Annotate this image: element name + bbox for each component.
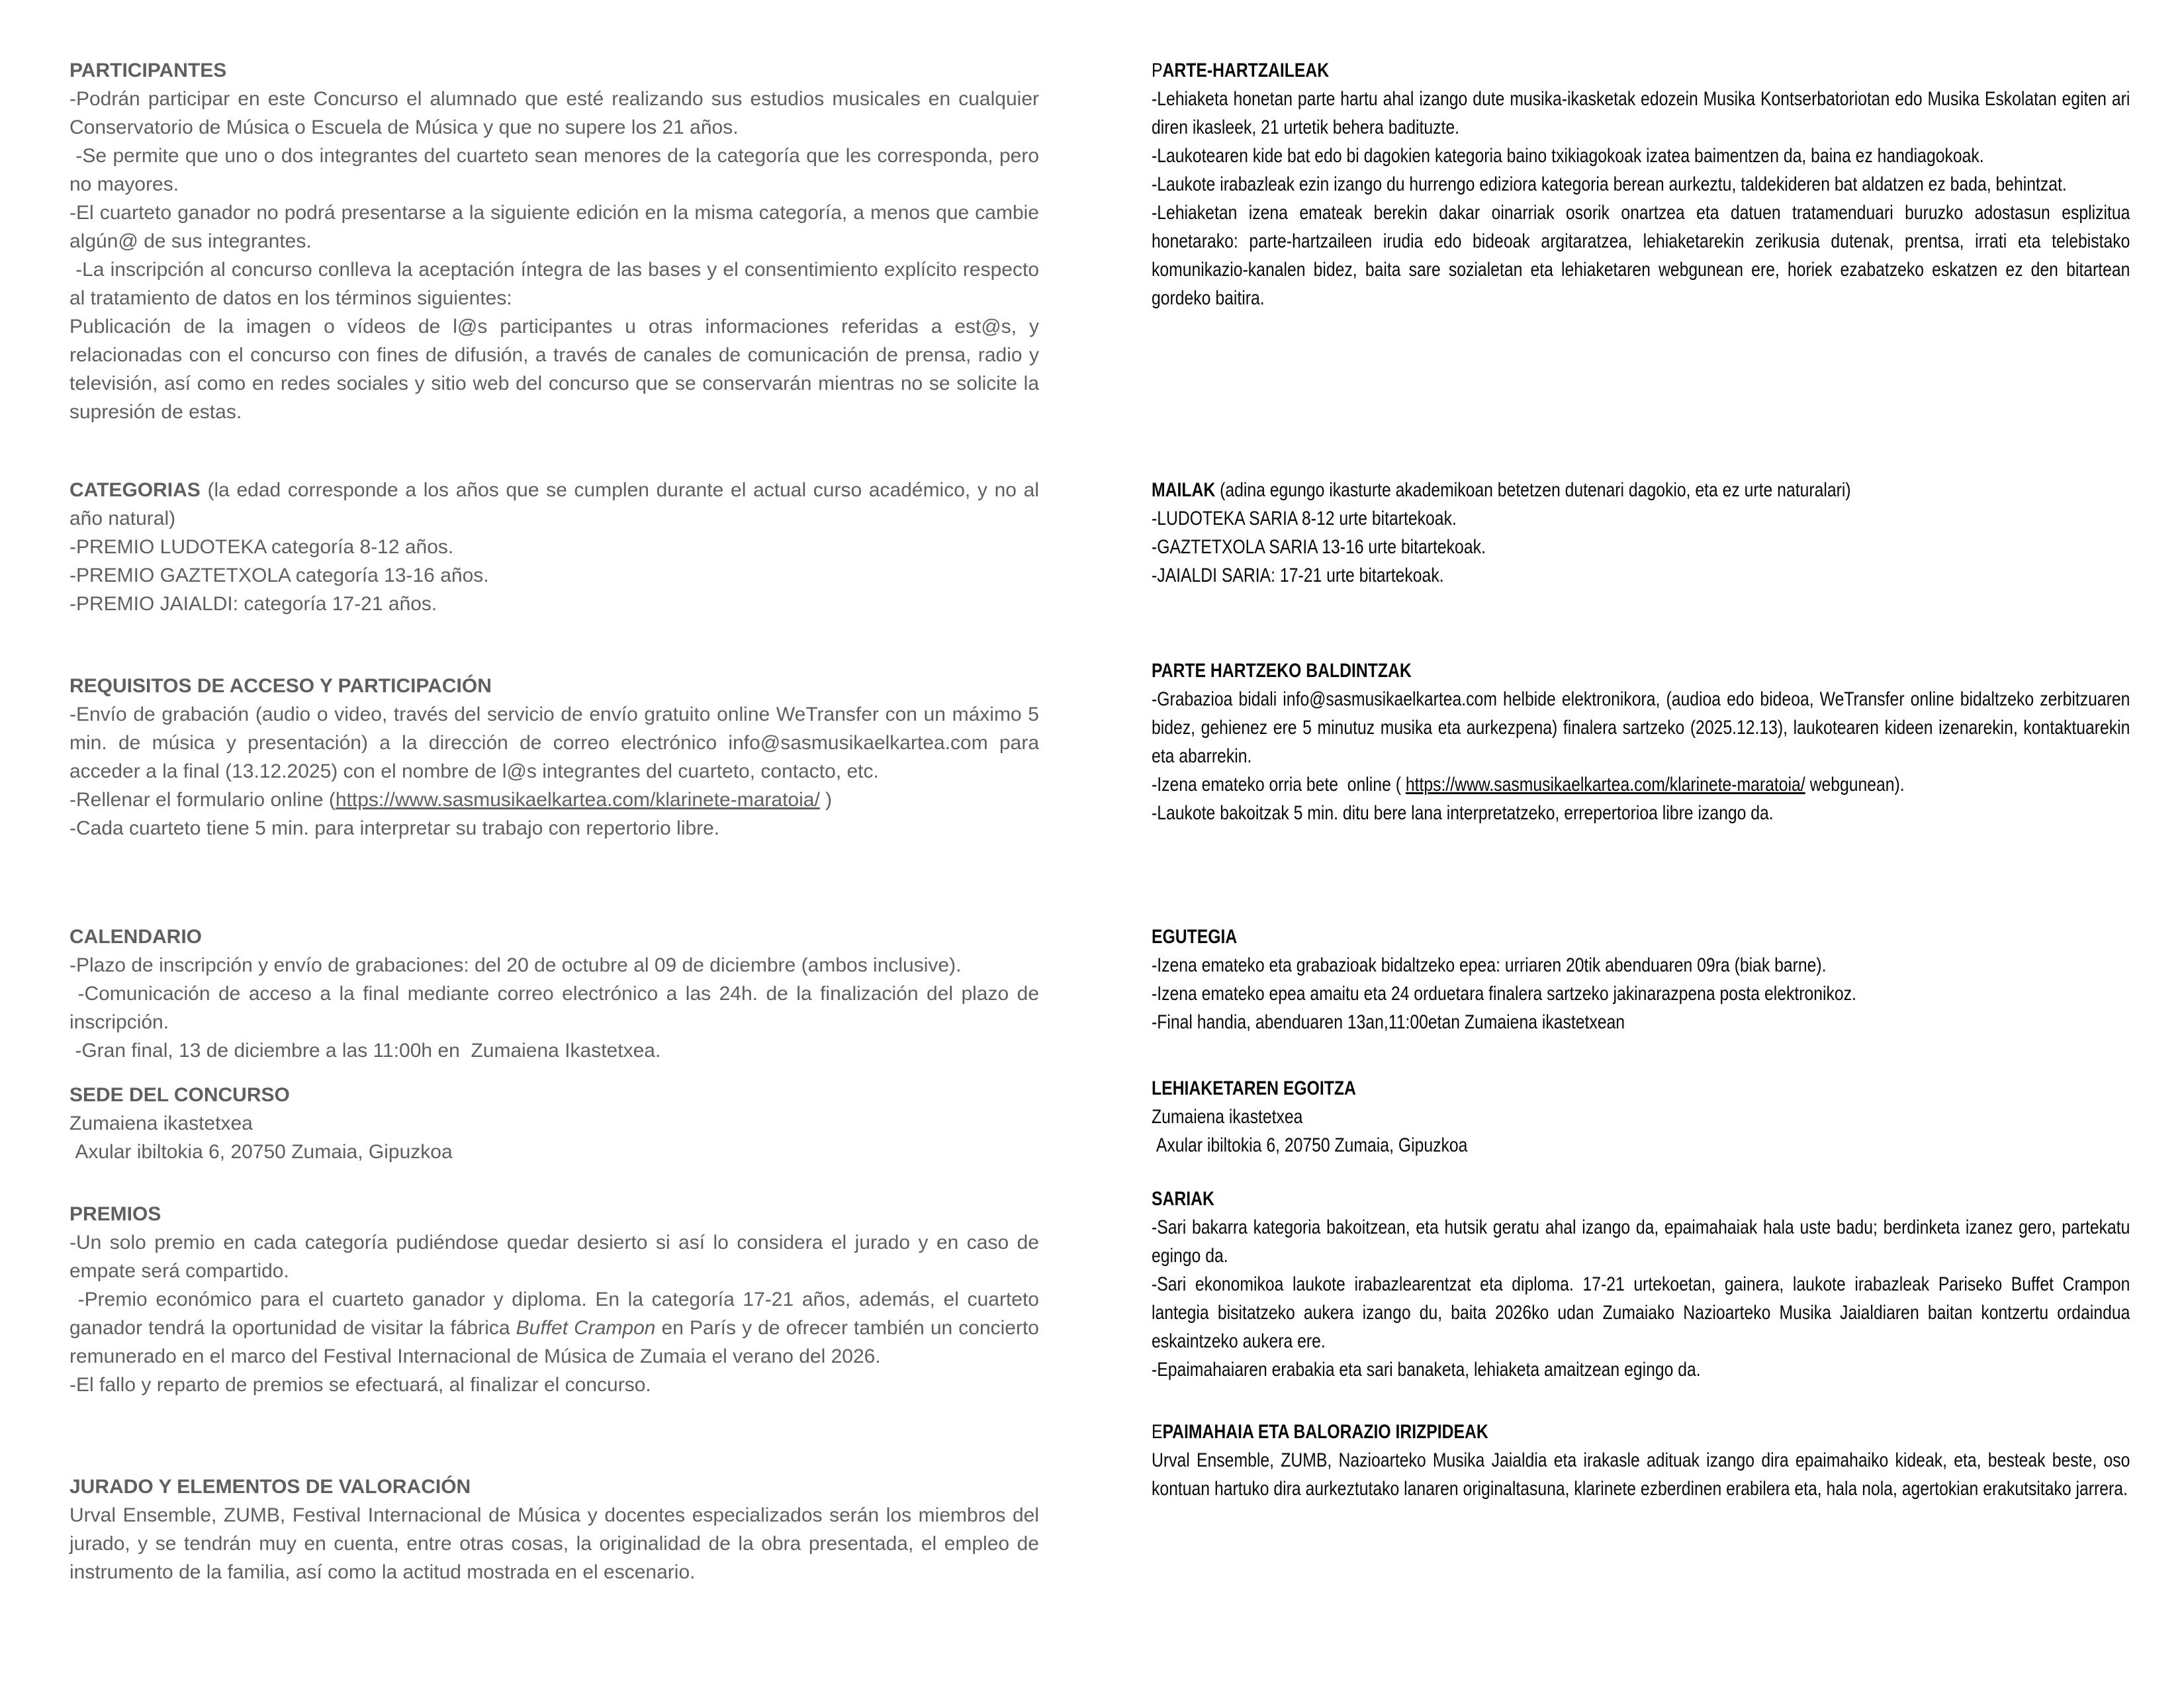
bold-text-run: LEHIAKETAREN EGOITZA [1152,1077,1356,1099]
paragraph [69,980,1039,1036]
paragraph [69,142,1039,199]
text-run: ) [819,789,833,811]
text-run: -Final handia, abenduaren 13an,11:00etan Zumaiena ikastetxean [1152,1011,1625,1033]
text-run: -Un solo premio en cada categoría pudiéndose quedar desierto si así lo considera el jurado y en caso de empate será compartido. [69,1232,1039,1282]
text-run: -Lehiaketa honetan parte hartu ahal izango dute musika-ikasketak edozein Musika Kontserbatoriotan edo Musika Eskolatan egiten ari diren ikasleek, 21 urtetik behera badituzte. [1152,88,2130,138]
text-run: -Lehiaketan izena emateak berekin dakar oinarriak osorik onartzea eta datuen tratamenduari buruzko adostasun esplizitua honetarako: parte-hartzaileen irudia edo bideoak argitaratzea, lehiaketarekin zerikusia dutenak, prentsa, irrati eta telebistako komunikazio-kanalen bidez, baita sare sozialetan eta lehiaketaren webgunean ere, horiek ezabatzeko eskatzen ez den bitartean gordeko baitira. [1152,202,2130,309]
paragraph [69,1371,1039,1399]
bold-text-run: PAIMAHAIA ETA BALORAZIO IRIZPIDEAK [1162,1421,1488,1443]
paragraph [1152,170,2130,199]
paragraph [1152,85,2130,142]
bold-text-run: CALENDARIO [69,926,202,948]
bold-text-run: PARTE HARTZEKO BALDINTZAK [1152,660,1412,682]
text-run: P [1152,60,1163,81]
section-jurado [69,1473,1039,1586]
section-sede [69,1081,1039,1166]
paragraph [1152,770,2130,799]
heading-egutegia [1152,923,2130,951]
section-egoitza [1152,1074,2130,1160]
bold-text-run: PARTICIPANTES [69,60,227,81]
text-run: -LUDOTEKA SARIA 8-12 urte bitartekoak. [1152,508,1457,529]
heading-parte-hartzaileak [1152,56,2130,85]
bold-text-run: PREMIOS [69,1203,161,1225]
text-run: -Envío de grabación (audio o video, través del servicio de envío gratuito online WeTransfer con un máximo 5 min. de música y presentación) a la dirección de correo electrónico info@sasmusikaelkartea.com para acceder a la final (13.12.2025) con el nombre de l@s integrantes del cuarteto, contacto, etc. [69,704,1039,782]
paragraph [69,786,1039,814]
paragraph [69,1138,1039,1166]
paragraph [69,85,1039,142]
link-klarinete-maratoia[interactable]: https://www.sasmusikaelkartea.com/klarinete-maratoia/ [335,789,820,811]
text-run: webgunean). [1805,774,1905,796]
paragraph [1152,799,2130,827]
text-run: -Sari bakarra kategoria bakoitzean, eta hutsik geratu ahal izango da, epaimahaiak hala uste badu; berdinketa izanez gero, partekatu egingo da. [1152,1216,2130,1267]
bold-text-run: JURADO Y ELEMENTOS DE VALORACIÓN [69,1476,471,1498]
section-baldintzak [1152,657,2130,827]
text-run: -Grabazioa bidali info@sasmusikaelkartea.com helbide elektronikora, (audioa edo bideoa, WeTransfer online bidaltzeko zerbitzuaren bidez, gehienez ere 5 minutuz musika eta aurkezpena) finalera sartzeko (2025.12.13), laukotearen kideen izenarekin, kontaktuarekin eta abarrekin. [1152,688,2130,767]
text-run: Publicación de la imagen o vídeos de l@s participantes u otras informaciones referidas a est@s, y relacionadas con el concurso con fines de difusión, a través de canales de comunicación de prensa, radio y televisión, así como en redes sociales y sitio web del concurso que se conservarán mientras no se solicite la supresión de estas. [69,316,1039,423]
heading-sariak [1152,1185,2130,1213]
paragraph [1152,199,2130,312]
section-egutegia [1152,923,2130,1036]
paragraph [1152,1008,2130,1036]
text-run: -Laukote irabazleak ezin izango du hurrengo ediziora kategoria berean aurkeztu, taldekideren bat aldatzen ez bada, behintzat. [1152,173,2067,195]
text-run: Axular ibiltokia 6, 20750 Zumaia, Gipuzkoa [69,1141,453,1163]
section-epaimahaia [1152,1418,2130,1503]
paragraph [1152,980,2130,1008]
paragraph [69,533,1039,561]
text-run: -JAIALDI SARIA: 17-21 urte bitartekoak. [1152,565,1444,586]
section-premios [69,1200,1039,1399]
paragraph [69,700,1039,786]
section-participantes [69,56,1039,426]
text-run: -Se permite que uno o dos integrantes del cuarteto sean menores de la categoría que les corresponda, pero no mayores. [69,145,1039,195]
text-run: -Comunicación de acceso a la final mediante correo electrónico a las 24h. de la finalización del plazo de inscripción. [69,983,1039,1033]
paragraph [1152,142,2130,170]
paragraph [1152,561,2130,590]
text-run: -Izena emateko eta grabazioak bidaltzeko epea: urriaren 20tik abenduaren 09ra (biak barne). [1152,954,1827,976]
text-run: -El fallo y reparto de premios se efectuará, al finalizar el concurso. [69,1374,651,1396]
text-run: (adina egungo ikasturte akademikoan betetzen dutenari dagokio, eta ez urte naturalari) [1215,479,1851,501]
section-parte-hartzaileak [1152,56,2130,312]
text-run: Urval Ensemble, ZUMB, Festival Internacional de Música y docentes especializados serán los miembros del jurado, y se tendrán muy en cuenta, entre otras cosas, la originalidad de la obra presentada, el empleo de instrumento de la familia, así como la actitud mostrada en el escenario. [69,1504,1039,1583]
heading-premios [69,1200,1039,1228]
heading-calendario [69,923,1039,951]
paragraph [1152,1270,2130,1355]
text-run: en París y de ofrecer también un concierto remunerado en el marco del Festival Internacional de Música de Zumaia el verano del 2026. [69,1317,1039,1367]
text-run: -Cada cuarteto tiene 5 min. para interpretar su trabajo con repertorio libre. [69,817,720,839]
text-run: Zumaiena ikastetxea [69,1113,253,1134]
text-run: -Plazo de inscripción y envío de grabaciones: del 20 de octubre al 09 de diciembre (ambos inclusive). [69,954,962,976]
right-column [1152,0,2130,1687]
text-run: -Laukote bakoitzak 5 min. ditu bere lana interpretatzeko, errepertorioa libre izango da. [1152,802,1774,824]
text-run: Zumaiena ikastetxea [1152,1106,1303,1128]
text-run: -Premio económico para el cuarteto ganador y diploma. En la categoría 17-21 años, además, el cuarteto ganador tendrá la oportunidad de visitar la fábrica [69,1289,1039,1339]
text-run: Axular ibiltokia 6, 20750 Zumaia, Gipuzkoa [1152,1134,1468,1156]
paragraph [69,561,1039,590]
section-categorias [69,476,1039,618]
section-calendario [69,923,1039,1065]
paragraph [69,312,1039,426]
paragraph [1152,533,2130,561]
bold-text-run: MAILAK [1152,479,1216,501]
paragraph [1152,1446,2130,1503]
text-run: -Izena emateko epea amaitu eta 24 orduetara finalera sartzeko jakinarazpena posta elektronikoz. [1152,983,1856,1005]
paragraph [1152,504,2130,533]
bold-text-run: SARIAK [1152,1188,1214,1210]
text-run: -Laukotearen kide bat edo bi dagokien kategoria baino txikiagokoak izatea baimentzen da, baina ez handiagokoak. [1152,145,1984,167]
paragraph [69,199,1039,255]
text-run: -Podrán participar en este Concurso el alumnado que esté realizando sus estudios musicales en cualquier Conservatorio de Música o Escuela de Música y que no supere los 21 años. [69,88,1039,138]
paragraph [69,951,1039,980]
paragraph [69,476,1039,533]
bold-text-run: ARTE-HARTZAILEAK [1162,60,1330,81]
heading-jurado [69,1473,1039,1501]
paragraph [69,1228,1039,1285]
text-run: -Epaimahaiaren erabakia eta sari banaketa, lehiaketa amaitzean egingo da. [1152,1359,1701,1381]
heading-egoitza [1152,1074,2130,1103]
text-run: (la edad corresponde a los años que se cumplen durante el actual curso académico, y no al año natural) [69,479,1039,529]
left-column [69,0,1039,1687]
section-mailak [1152,476,2130,590]
text-run: -La inscripción al concurso conlleva la aceptación íntegra de las bases y el consentimiento explícito respecto al tratamiento de datos en los términos siguientes: [69,259,1039,309]
paragraph [1152,685,2130,770]
bold-text-run: REQUISITOS DE ACCESO Y PARTICIPACIÓN [69,675,492,697]
text-run: -Rellenar el formulario online ( [69,789,336,811]
paragraph [69,1036,1039,1065]
paragraph [1152,1131,2130,1160]
paragraph [1152,1103,2130,1131]
heading-epaimahaia [1152,1418,2130,1446]
text-run: -Sari ekonomikoa laukote irabazlearentzat eta diploma. 17-21 urtekoetan, gainera, laukote irabazleak Pariseko Buffet Crampon lantegia bisitatzeko aukera izango du, baita 2026ko udan Zumaiako Nazioarteko Musika Jaialdiaren baitan kontzertu ordaindua eskaintzeko aukera ere. [1152,1273,2130,1352]
text-run: -Gran final, 13 de diciembre a las 11:00h en Zumaiena Ikastetxea. [69,1040,661,1062]
paragraph [1152,1355,2130,1384]
paragraph [1152,1213,2130,1270]
italic-text-run: Buffet Crampon [516,1317,656,1339]
heading-requisitos [69,672,1039,700]
text-run: E [1152,1421,1163,1443]
paragraph [69,1501,1039,1586]
heading-baldintzak [1152,657,2130,685]
paragraph [69,814,1039,843]
text-run: -GAZTETXOLA SARIA 13-16 urte bitartekoak. [1152,536,1486,558]
text-run: -PREMIO JAIALDI: categoría 17-21 años. [69,593,437,615]
paragraph [69,590,1039,618]
paragraph [69,1285,1039,1371]
section-sariak [1152,1185,2130,1384]
paragraph [1152,951,2130,980]
text-run: -PREMIO LUDOTEKA categoría 8-12 años. [69,536,454,558]
bold-text-run: SEDE DEL CONCURSO [69,1084,290,1106]
text-run: -PREMIO GAZTETXOLA categoría 13-16 años. [69,565,489,586]
bold-text-run: EGUTEGIA [1152,926,1238,948]
bold-text-run: CATEGORIAS [69,479,201,501]
section-requisitos [69,672,1039,843]
heading-sede [69,1081,1039,1109]
paragraph [69,1109,1039,1138]
paragraph [1152,476,2130,504]
text-run: Urval Ensemble, ZUMB, Nazioarteko Musika Jaialdia eta irakasle adituak izango dira epaimahaiko kideak, eta, besteak beste, oso kontuan hartuko dira aurkeztutako lanaren originaltasuna, klarinete ezberdinen erabilera eta, hala nola, agertokian erakutsitako jarrera. [1152,1449,2130,1500]
heading-participantes [69,56,1039,85]
text-run: -Izena emateko orria bete online ( [1152,774,1406,796]
text-run: -El cuarteto ganador no podrá presentarse a la siguiente edición en la misma categoría, a menos que cambie algún@ de sus integrantes. [69,202,1039,252]
paragraph [69,255,1039,312]
link-klarinete-maratoia[interactable]: https://www.sasmusikaelkartea.com/klarinete-maratoia/ [1405,774,1805,796]
